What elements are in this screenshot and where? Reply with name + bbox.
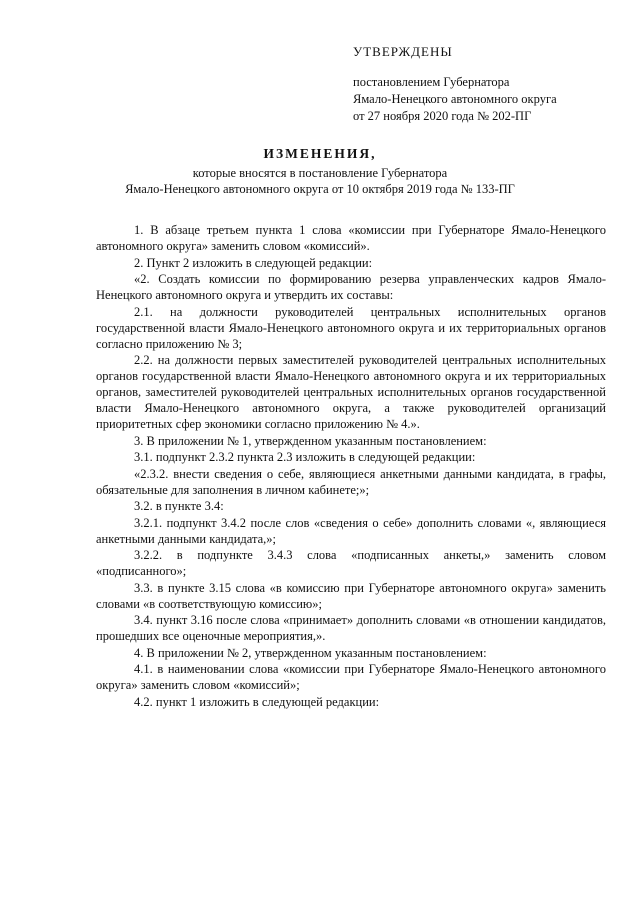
paragraph: 3.3. в пункте 3.15 слова «в комиссию при Губернаторе автономного округа» заменить словами «в соответствующую комиссию»; <box>96 580 606 611</box>
paragraph: 2. Пункт 2 изложить в следующей редакции: <box>134 255 373 270</box>
paragraph: 3.2.2. в подпункте 3.4.3 слова «подписанных анкеты,» заменить словом «подписанного»; <box>96 548 606 578</box>
paragraph: 3.2. в пункте 3.4: <box>134 499 224 513</box>
paragraph: 2.2. на должности первых заместителей руководителей центральных исполнительных органов государственной власти Ямало-Ненецкого автономного округа и их территориальных органов, заместителей руководителей центральных исполнительных органов государственной власти Ямало-Ненецкого автономного округа, а также руководителей организаций приоритетных сфер экономики согласно приложению № 4.». <box>96 353 606 431</box>
paragraph: 1. В абзаце третьем пункта 1 слова «комиссии при Губернаторе Ямало-Ненецкого автономного округа» заменить словом «комиссий». <box>96 223 606 253</box>
document-subtitle <box>0 165 640 197</box>
paragraph: «2.3.2. внести сведения о себе, являющиеся анкетными данными кандидата, в графы, обязательные для заполнения в личном кабинете;»; <box>96 466 606 497</box>
paragraph: 4.1. в наименовании слова «комиссии при Губернаторе Ямало-Ненецкого автономного округа» заменить словом «комиссий»; <box>96 662 606 692</box>
approval-block <box>353 74 557 125</box>
approval-heading: УТВЕРЖДЕНЫ <box>353 44 453 59</box>
paragraph: 4.2. пункт 1 изложить в следующей редакции: <box>134 694 380 709</box>
approval-line: постановлением Губернатора <box>353 75 510 89</box>
approval-line: Ямало-Ненецкого автономного округа <box>353 92 557 106</box>
paragraph: 3.2.1. подпункт 3.4.2 после слов «сведения о себе» дополнить словами «, являющиеся анкетными данными кандидата,»; <box>96 515 606 546</box>
subtitle-line: Ямало-Ненецкого автономного округа от 10 октября 2019 года № 133-ПГ <box>125 182 515 196</box>
approval-line: от 27 ноября 2020 года № 202-ПГ <box>353 109 532 123</box>
paragraph: 3. В приложении № 1, утвержденном указанным постановлением: <box>134 433 487 448</box>
paragraph: 4. В приложении № 2, утвержденном указанным постановлением: <box>134 645 487 660</box>
paragraph: 3.1. подпункт 2.3.2 пункта 2.3 изложить в следующей редакции: <box>134 450 476 464</box>
document-body <box>96 222 606 710</box>
document-title: ИЗМЕНЕНИЯ, <box>263 146 377 161</box>
subtitle-line: которые вносятся в постановление Губернатора <box>192 166 448 180</box>
paragraph: «2. Создать комиссии по формированию резерва управленческих кадров Ямало-Ненецкого автономного округа и утвердить их составы: <box>96 272 606 302</box>
paragraph: 3.4. пункт 3.16 после слова «принимает» дополнить словами «в отношении кандидатов, прошедших все оценочные мероприятия,». <box>96 613 606 643</box>
paragraph: 2.1. на должности руководителей центральных исполнительных органов государственной власти Ямало-Ненецкого автономного округа и их территориальных органов согласно приложению № 3; <box>96 304 606 351</box>
